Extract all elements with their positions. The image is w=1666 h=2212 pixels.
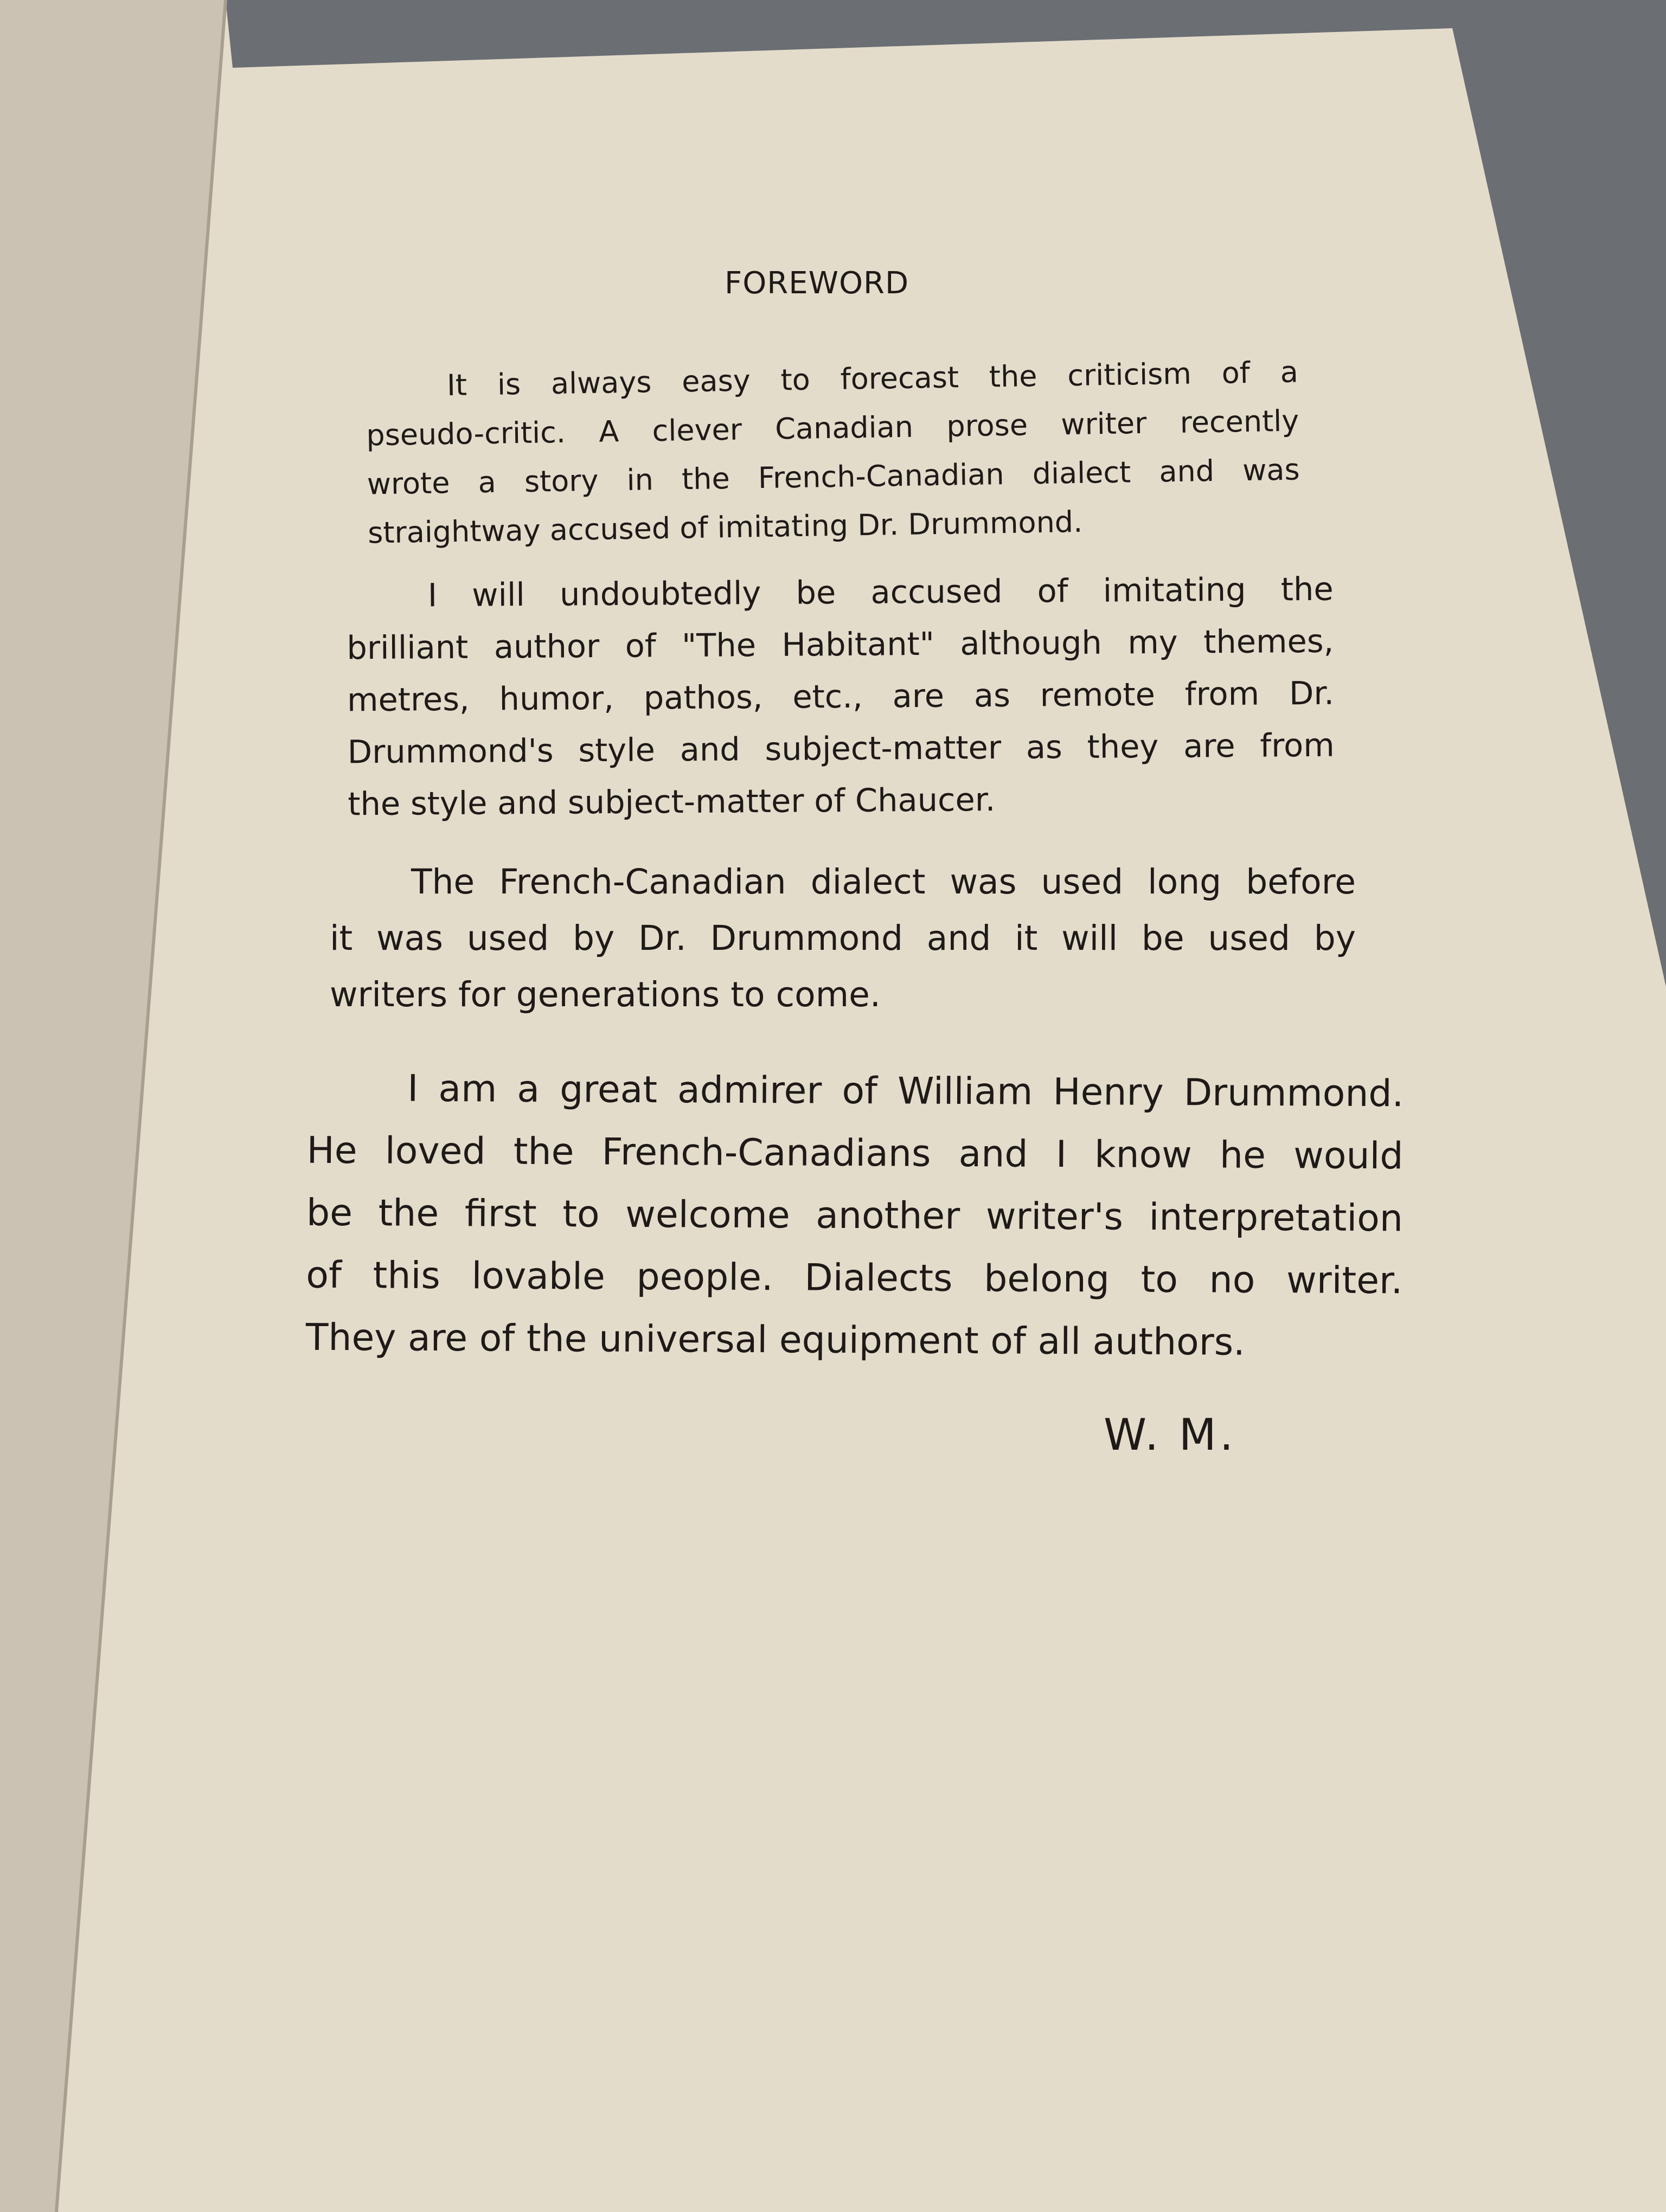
paragraph-4	[306, 1057, 1404, 1375]
text-line: He loved the French-Canadians and I know he would	[306, 1129, 1404, 1178]
text-line: Drummond's style and subject-matter as they are from	[347, 726, 1335, 771]
text-line: writers for generations to come.	[330, 975, 881, 1014]
text-line: I am a great admirer of William Henry Drummond.	[407, 1067, 1404, 1116]
paragraph-2	[346, 563, 1335, 831]
text-line: metres, humor, pathos, etc., are as remote from Dr.	[347, 674, 1335, 719]
text-line: wrote a story in the French-Canadian dialect and was	[367, 452, 1300, 501]
paragraph-3	[330, 854, 1356, 1023]
text-line: of this lovable people. Dialects belong to no writer.	[306, 1253, 1403, 1303]
text-line: I will undoubtedly be accused of imitating the	[427, 570, 1334, 614]
text-line: brilliant author of "The Habitant" although my themes,	[347, 622, 1334, 667]
text-line: it was used by Dr. Drummond and it will be used by	[330, 918, 1356, 958]
text-line: The French-Canadian dialect was used long before	[411, 862, 1356, 902]
text-line: It is always easy to forecast the criticism of a	[446, 355, 1299, 403]
text-line: straightway accused of imitating Dr. Drummond.	[367, 504, 1083, 550]
page-heading: FOREWORD	[725, 266, 909, 301]
text-line: be the first to welcome another writer's interpretation	[306, 1191, 1404, 1240]
text-line: the style and subject-matter of Chaucer.	[348, 781, 996, 823]
text-line: pseudo-critic. A clever Canadian prose writer recently	[366, 403, 1299, 453]
paragraph-1	[365, 348, 1300, 558]
text-line: They are of the universal equipment of all authors.	[305, 1316, 1245, 1364]
author-initials: W. M.	[1104, 1410, 1237, 1460]
